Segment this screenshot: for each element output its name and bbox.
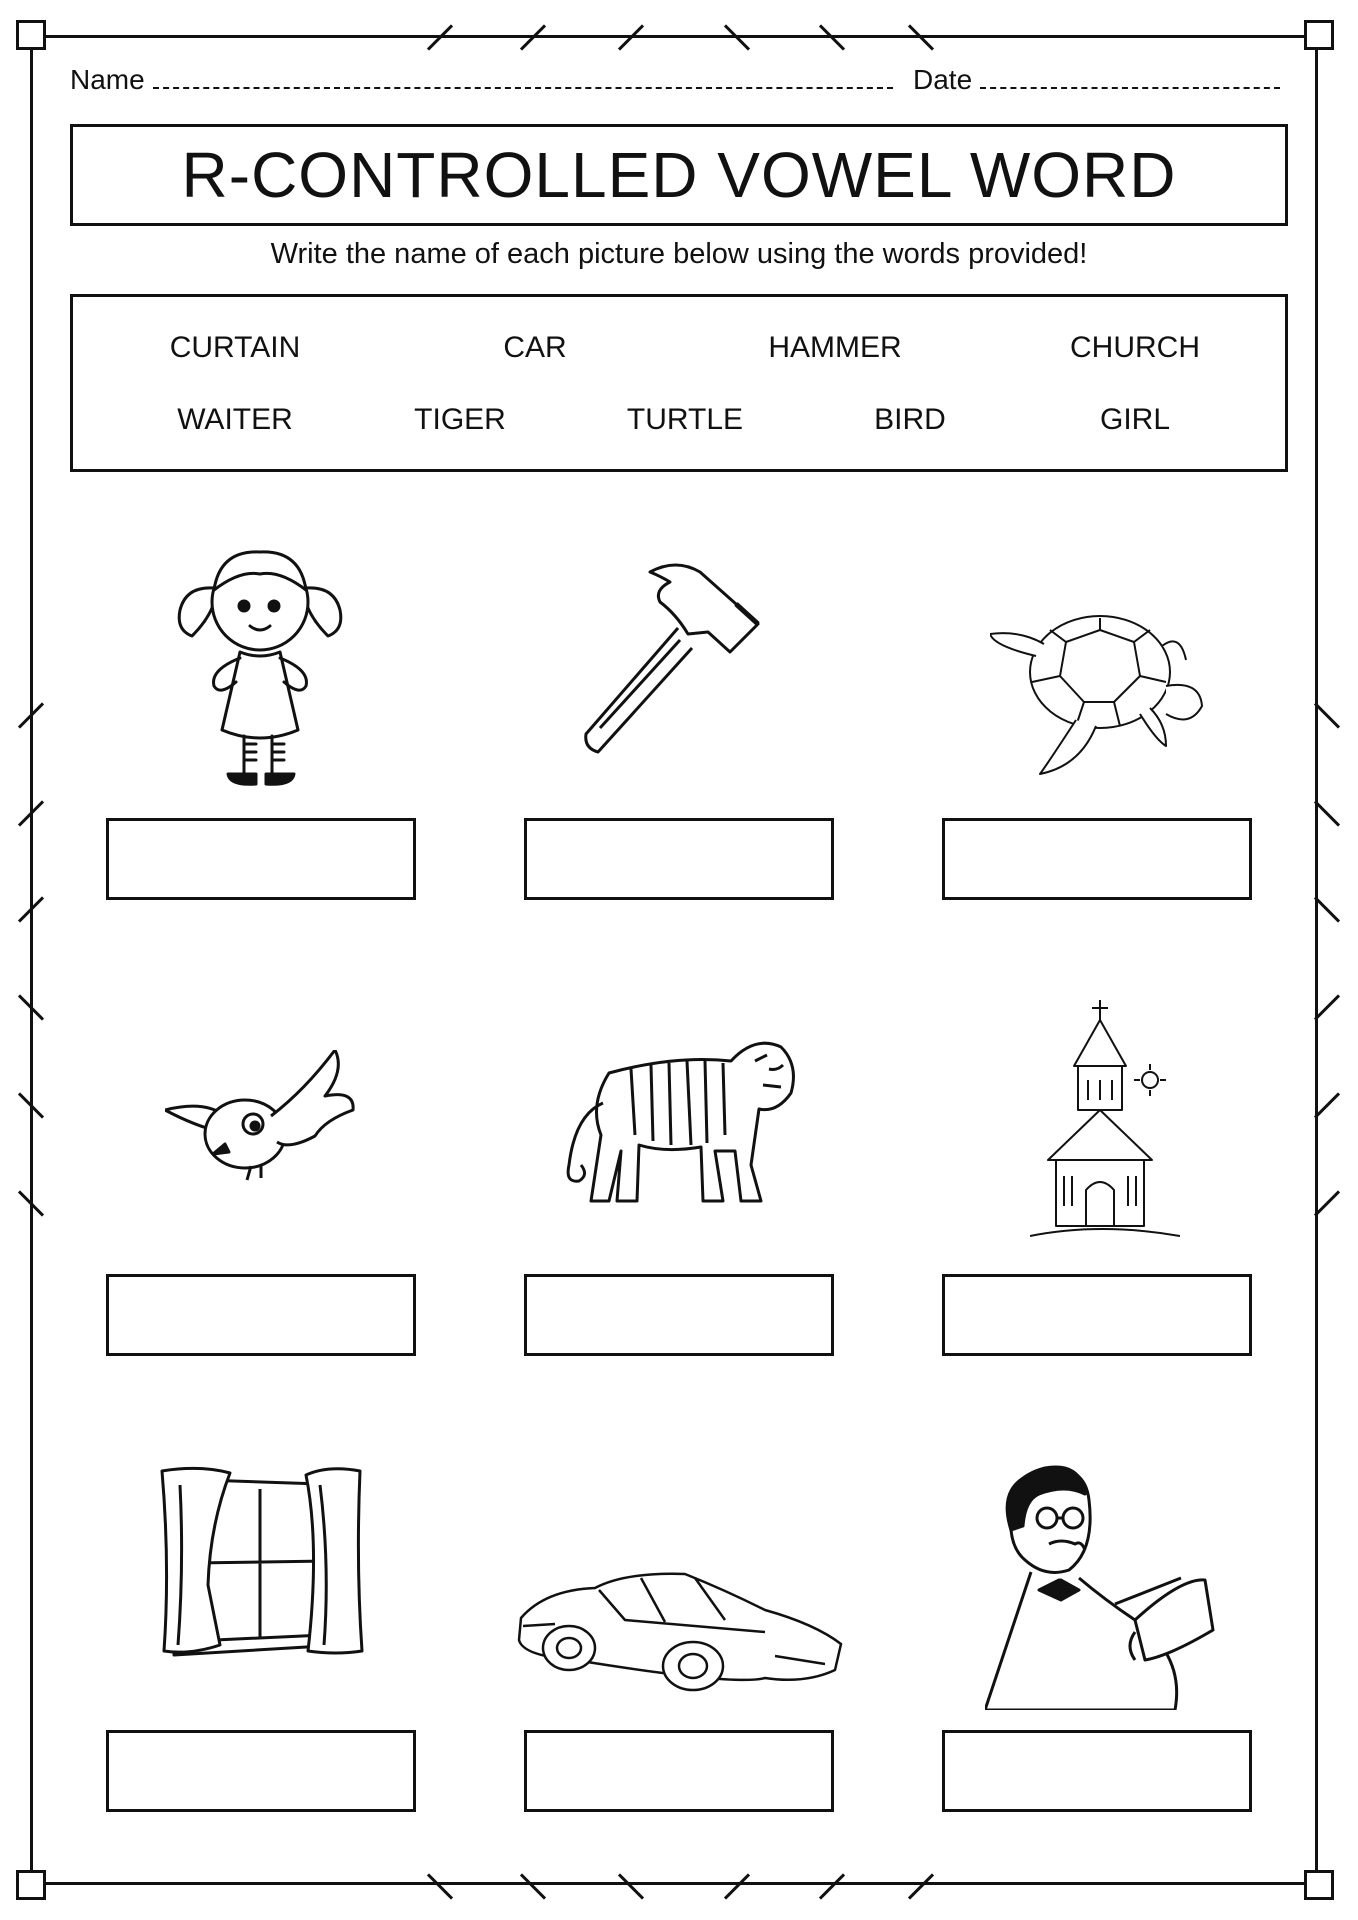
- car-icon: [515, 1560, 845, 1700]
- answer-box-curtain[interactable]: [106, 1730, 416, 1812]
- girl-icon: [170, 530, 350, 792]
- turtle-icon: [990, 590, 1210, 776]
- name-field[interactable]: [70, 64, 893, 96]
- word-bank: [70, 294, 1288, 472]
- answer-box-waiter[interactable]: [942, 1730, 1252, 1812]
- instructions: Write the name of each picture below using the words provided!: [270, 238, 1088, 270]
- word-bank-item: WAITER: [177, 403, 293, 436]
- name-label: Name: [70, 64, 145, 95]
- word-bank-item: CURTAIN: [169, 331, 301, 364]
- bird-icon: [165, 1050, 360, 1185]
- church-icon: [1030, 1000, 1180, 1240]
- answer-box-bird[interactable]: [106, 1274, 416, 1356]
- word-bank-item: GIRL: [1099, 403, 1171, 436]
- title-box: [70, 124, 1288, 226]
- word-bank-item: TURTLE: [626, 403, 744, 436]
- corner-bottom-left: [16, 1870, 46, 1900]
- answer-box-tiger[interactable]: [524, 1274, 834, 1356]
- word-bank-item: HAMMER: [768, 331, 902, 364]
- tiger-icon: [555, 1025, 805, 1215]
- word-bank-item: CHURCH: [1070, 331, 1200, 364]
- corner-top-left: [16, 20, 46, 50]
- name-line[interactable]: [153, 65, 893, 89]
- word-bank-item: CAR: [503, 331, 567, 364]
- corner-top-right: [1304, 20, 1334, 50]
- date-line[interactable]: [980, 65, 1280, 89]
- word-bank-item: TIGER: [414, 403, 506, 436]
- curtain-icon: [160, 1465, 365, 1665]
- waiter-icon: [985, 1460, 1215, 1710]
- answer-box-hammer[interactable]: [524, 818, 834, 900]
- answer-box-girl[interactable]: [106, 818, 416, 900]
- answer-box-car[interactable]: [524, 1730, 834, 1812]
- answer-box-church[interactable]: [942, 1274, 1252, 1356]
- date-field[interactable]: [913, 64, 1280, 96]
- date-label: Date: [913, 64, 973, 95]
- word-bank-item: BIRD: [874, 403, 946, 436]
- hammer-icon: [580, 558, 780, 768]
- answer-box-turtle[interactable]: [942, 818, 1252, 900]
- corner-bottom-right: [1304, 1870, 1334, 1900]
- page-title: R-CONTROLLED VOWEL WORD: [181, 139, 1177, 211]
